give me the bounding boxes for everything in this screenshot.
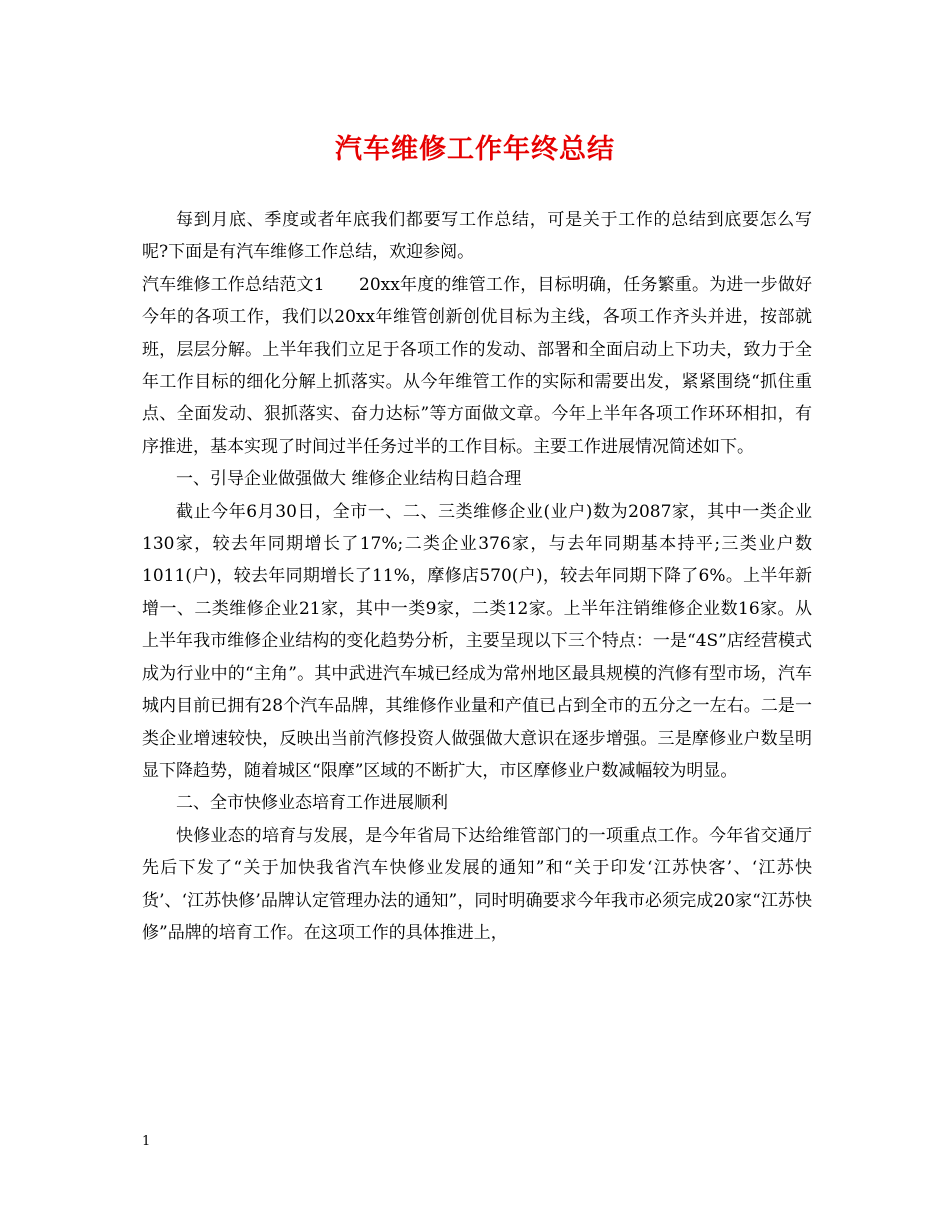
section-heading-2: 二、全市快修业态培育工作进展顺利 <box>176 793 448 814</box>
document-title: 汽车维修工作年终总结 <box>335 134 615 165</box>
page-number: 1 <box>142 1134 151 1149</box>
sample-essay-paragraph: 汽车维修工作总结范文1 20xx年度的维管工作，目标明确，任务繁重。为进一步做好今年的各项工作，我们以20xx年维管创新创优目标为主线，各项工作齐头并进，按部就班，层层分解。上半年我们立足于各项工作的发动、部署和全面启动上下功夫，致力于全年工作目标的细化分解上抓落实。从今年维管工作的实际和需要出发，紧紧围绕“抓住重点、全面发动、狠抓落实、奋力达标”等方面做文章。今年上半年各项工作环环相扣，有序推进，基本实现了时间过半任务过半的工作目标。主要工作进展情况简述如下。 <box>142 274 812 457</box>
section-1-paragraph: 截止今年6月30日，全市一、二、三类维修企业(业户)数为2087家，其中一类企业130家，较去年同期增长了17%;二类企业376家，与去年同期基本持平;三类业户数1011(户)，较去年同期增长了11%，摩修店570(户)，较去年同期下降了6%。上半年新增一、二类维修企业21家，其中一类9家，二类12家。上半年注销维修企业数16家。从上半年我市维修企业结构的变化趋势分析，主要呈现以下三个特点：一是“4S”店经营模式成为行业中的“主角”。其中武进汽车城已经成为常州地区最具规模的汽修有型市场，汽车城内目前已拥有28个汽车品牌，其维修作业量和产值已占到全市的五分之一左右。二是一类企业增速较快，反映出当前汽修投资人做强做大意识在逐步增强。三是摩修业户数呈明显下降趋势，随着城区“限摩”区域的不断扩大，市区摩修业户数减幅较为明显。 <box>142 501 812 781</box>
document-body <box>142 204 812 949</box>
intro-paragraph: 每到月底、季度或者年底我们都要写工作总结，可是关于工作的总结到底要怎么写呢?下面是有汽车维修工作总结，欢迎参阅。 <box>142 210 812 263</box>
section-2-paragraph: 快修业态的培育与发展，是今年省局下达给维管部门的一项重点工作。今年省交通厅先后下发了“关于加快我省汽车快修业发展的通知”和“关于印发‘江苏快客’、‘江苏快货’、‘江苏快修’品牌认定管理办法的通知”，同时明确要求今年我市必须完成20家“江苏快修”品牌的培育工作。在这项工作的具体推进上， <box>142 825 812 943</box>
section-heading-1: 一、引导企业做强做大 维修企业结构日趋合理 <box>176 469 522 490</box>
